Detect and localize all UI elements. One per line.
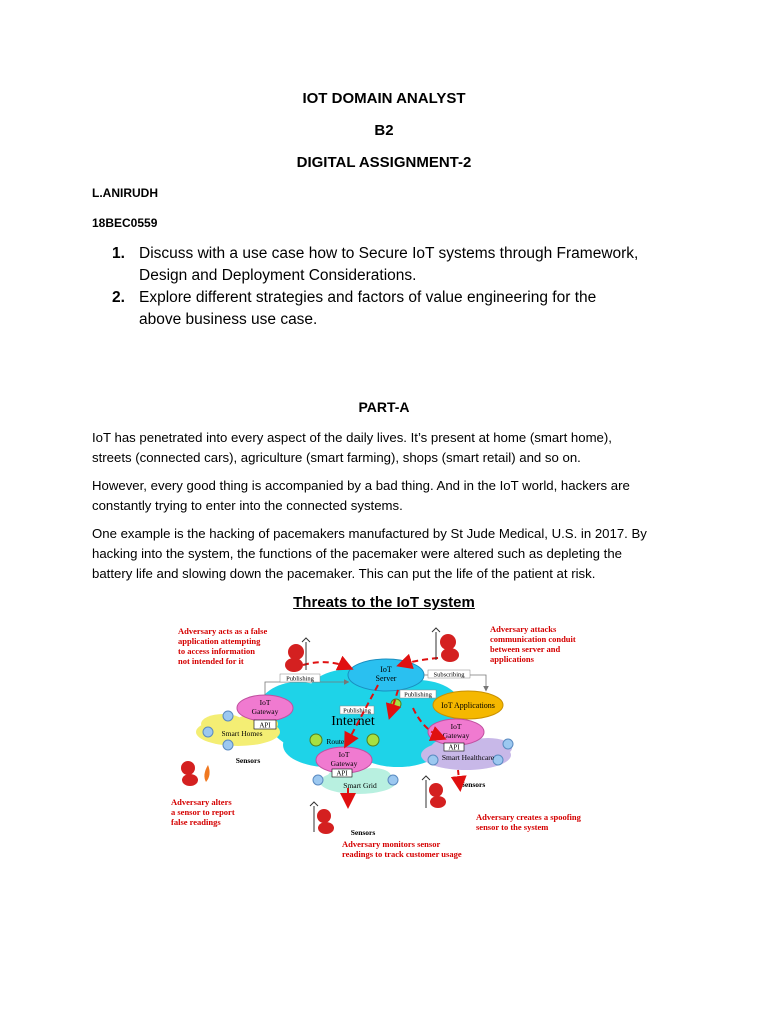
gateway-bottom-label-2: Gateway — [330, 759, 358, 768]
iot-threat-diagram — [168, 620, 618, 865]
attack-arrow-spoof — [458, 770, 460, 788]
smart-grid-label: Smart Grid — [343, 781, 377, 790]
publishing-label-right: Publishing — [404, 691, 432, 699]
student-name: L.ANIRUDH — [92, 186, 158, 200]
sensor-dot-6 — [503, 739, 513, 749]
attack-arrow-false-app — [303, 662, 350, 668]
adversary-devil-icon-2 — [432, 628, 459, 662]
adversary-monitor-line-2: readings to track customer usage — [342, 849, 462, 859]
adversary-devil-icon-1 — [285, 638, 310, 672]
question-2-line-1: Explore different strategies and factors of value engineering for the — [139, 289, 597, 306]
sensors-label-left: Sensors — [235, 756, 261, 765]
adversary-false-app-line-2: application attempting — [178, 636, 261, 646]
sensor-dot-8 — [428, 755, 438, 765]
paragraph-3-line-1: One example is the hacking of pacemakers manufactured by St Jude Medical, U.S. in 2017. By — [92, 526, 647, 541]
smart-homes-label: Smart Homes — [221, 729, 263, 738]
adversary-conduit-line-1: Adversary attacks — [490, 624, 557, 634]
adversary-sensor-alter-line-2: a sensor to report — [171, 807, 235, 817]
adversary-false-app-line-3: to access information — [178, 646, 255, 656]
question-1-number: 1. — [112, 245, 125, 262]
routers-label: Routers — [326, 737, 350, 746]
sensor-dot-7 — [493, 755, 503, 765]
adversary-conduit-line-4: applications — [490, 654, 534, 664]
gateway-right-label-2: Gateway — [442, 731, 470, 740]
publishing-label-center: Publishing — [343, 707, 371, 715]
api-label-left: API — [259, 721, 271, 730]
sensors-label-right: Sensors — [460, 780, 486, 789]
paragraph-3 — [92, 524, 682, 584]
adversary-sensor-alter-line-3: false readings — [171, 817, 221, 827]
sensor-dot-3 — [223, 740, 233, 750]
iot-server-label-2: Server — [375, 674, 397, 683]
adversary-false-app-line-4: not intended for it — [178, 656, 244, 666]
adversary-devil-icon-4 — [310, 802, 334, 834]
sensor-dot-4 — [313, 775, 323, 785]
gateway-right-label-1: IoT — [450, 722, 462, 731]
api-label-right: API — [448, 743, 460, 752]
figure-caption: Threats to the IoT system — [293, 594, 475, 611]
publishing-label-left: Publishing — [286, 675, 314, 683]
paragraph-1 — [92, 428, 682, 468]
document-title: IOT DOMAIN ANALYST — [302, 90, 466, 107]
iot-server-label-1: IoT — [380, 665, 392, 674]
section-label: B2 — [374, 122, 394, 139]
sensor-dot-5 — [388, 775, 398, 785]
internet-label: Internet — [331, 714, 375, 729]
adversary-false-app-line-1: Adversary acts as a false — [178, 626, 268, 636]
adversary-spoof-line-1: Adversary creates a spoofing — [476, 812, 581, 822]
sensor-dot-2 — [203, 727, 213, 737]
sensor-dot-1 — [223, 711, 233, 721]
adversary-spoof-line-2: sensor to the system — [476, 822, 549, 832]
paragraph-2 — [92, 476, 682, 516]
paragraph-2-line-2: constantly trying to enter into the connected systems. — [92, 498, 403, 513]
paragraph-1-line-1: IoT has penetrated into every aspect of the daily lives. It’s present at home (smart home), — [92, 430, 612, 445]
router-dot-1 — [310, 734, 322, 746]
adversary-devil-icon-5 — [422, 776, 446, 808]
paragraph-3-line-2: hacking into the system, the functions of the pacemaker were altered such as depleting the — [92, 546, 623, 561]
sensors-label-bottom: Sensors — [350, 828, 376, 837]
router-dot-3 — [391, 699, 401, 709]
question-1-line-2: Design and Deployment Considerations. — [139, 267, 417, 284]
smart-healthcare-label: Smart Healthcare — [441, 753, 495, 762]
api-label-bottom: API — [336, 769, 348, 778]
router-dot-2 — [367, 734, 379, 746]
gateway-bottom-label-1: IoT — [338, 750, 350, 759]
gateway-left-label-2: Gateway — [251, 707, 279, 716]
iot-applications-label: IoT Applications — [441, 701, 495, 710]
question-1-line-1: Discuss with a use case how to Secure IoT systems through Framework, — [139, 245, 639, 262]
question-2-number: 2. — [112, 289, 125, 306]
assignment-title: DIGITAL ASSIGNMENT-2 — [296, 154, 472, 171]
adversary-devil-icon-3 — [181, 761, 210, 786]
adversary-conduit-line-2: communication conduit — [490, 634, 576, 644]
part-a-heading: PART-A — [358, 399, 410, 415]
subscribing-label: Subscribing — [433, 671, 465, 679]
question-1 — [112, 243, 692, 287]
question-2-line-2: above business use case. — [139, 311, 318, 328]
registration-number: 18BEC0559 — [92, 216, 158, 230]
adversary-sensor-alter-line-1: Adversary alters — [171, 797, 232, 807]
paragraph-2-line-1: However, every good thing is accompanied by a bad thing. And in the IoT world, hackers are — [92, 478, 630, 493]
adversary-conduit-line-3: between server and — [490, 644, 561, 654]
question-2 — [112, 287, 692, 331]
paragraph-1-line-2: streets (connected cars), agriculture (smart farming), shops (smart retail) and so on. — [92, 450, 581, 465]
adversary-monitor-line-1: Adversary monitors sensor — [342, 839, 441, 849]
paragraph-3-line-3: battery life and slowing down the pacemaker. This can put the life of the patient at risk. — [92, 566, 596, 581]
gateway-left-label-1: IoT — [259, 698, 271, 707]
